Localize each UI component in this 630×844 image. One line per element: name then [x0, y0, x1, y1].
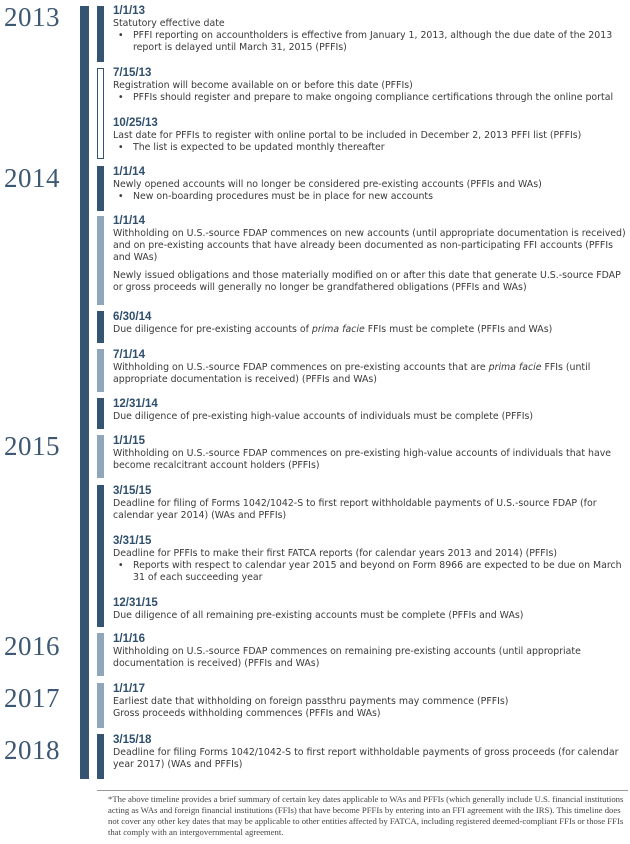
entry-text: Due diligence of pre-existing high-value accounts of individuals must be complete (PFFIs)	[113, 411, 534, 422]
timeline-entry	[113, 215, 628, 294]
entry-date: 12/31/14	[113, 398, 158, 410]
entry-date: 1/1/15	[113, 435, 145, 447]
entry-date: 1/1/17	[113, 683, 145, 695]
entry-text: Deadline for filing of Forms 1042/1042-S to first report withholdable payments of U.S.-source FDAP (for calendar year 2014) (WAs and PFFIs)	[113, 498, 597, 522]
entry-bullet: • PFFIs should register and prepare to make ongoing compliance certifications through the online portal	[118, 92, 628, 104]
timeline-entry	[113, 485, 628, 522]
timeline-entry	[113, 67, 628, 104]
entry-marker	[97, 435, 104, 478]
entry-marker	[97, 216, 104, 305]
entry-date: 6/30/14	[113, 311, 152, 323]
entry-date: 1/1/14	[113, 166, 145, 178]
timeline-entry	[113, 166, 628, 203]
timeline-entry	[113, 633, 628, 670]
entry-text: Newly opened accounts will no longer be considered pre-existing accounts (PFFIs and WAs)	[113, 179, 542, 190]
year-label-2013: 2013	[4, 2, 60, 32]
entry-marker	[97, 485, 104, 627]
timeline-entry	[113, 398, 628, 423]
timeline-entry	[113, 311, 628, 336]
entry-text: Registration will become available on or before this date (PFFIs)	[113, 80, 413, 91]
timeline-entry	[113, 535, 628, 585]
entry-text: Withholding on U.S.-source FDAP commences on pre-existing accounts that are prima facie FFIs (until appropriate documentation is received) (PFFIs and WAs)	[113, 362, 591, 386]
entry-marker	[97, 6, 104, 62]
entry-marker	[97, 311, 104, 343]
emphasis-text: prima facie	[311, 324, 365, 335]
entry-marker	[97, 349, 104, 392]
entry-date: 3/31/15	[113, 535, 152, 547]
year-label-2016: 2016	[4, 631, 60, 661]
footnote: *The above timeline provides a brief summary of certain key dates applicable to WAs and PFFIs (which generally include U.S. financial institutions acting as WAs and foreign financial institutions (FFIs) that have become PFFIs by entering into an FFI agreement with the IRS). This timeline does not cover any other key dates that may be applicable to other entities affected by FATCA, including registered deemed-compliant FFIs or those FFIs that comply with an intergovernmental agreement.	[108, 794, 624, 837]
entry-date: 1/1/16	[113, 633, 145, 645]
entry-text: Due diligence of all remaining pre-existing accounts must be complete (PFFIs and WAs)	[113, 610, 524, 621]
year-label-2015: 2015	[4, 431, 60, 461]
entry-text: Deadline for PFFIs to make their first FATCA reports (for calendar years 2013 and 2014) (PFFIs)	[113, 548, 557, 559]
footnote-divider	[97, 790, 628, 791]
entry-text: Earliest date that withholding on foreign passthru payments may commence (PFFIs)	[113, 696, 509, 707]
entry-date: 3/15/18	[113, 734, 152, 746]
entry-bullet: • New on-boarding procedures must be in place for new accounts	[118, 191, 628, 203]
entry-marker	[97, 68, 104, 159]
entry-bullet: • The list is expected to be updated monthly thereafter	[118, 142, 628, 154]
entry-bullet: • PFFI reporting on accountholders is effective from January 1, 2013, although the due date of the 2013 report is delayed until March 31, 2015 (PFFIs)	[118, 30, 628, 54]
entry-date: 3/15/15	[113, 485, 152, 497]
timeline-entry	[113, 117, 628, 154]
entry-text: Newly issued obligations and those materially modified on or after this date that generate U.S.-source FDAP or gross proceeds will generally no longer be grandfathered obligations (PFFIs and WAs)	[113, 269, 621, 293]
year-label-2018: 2018	[4, 735, 60, 765]
entry-text: Withholding on U.S.-source FDAP commences on pre-existing high-value accounts of individuals that have become recalcitrant account holders (PFFIs)	[113, 448, 612, 472]
timeline-entry	[113, 349, 628, 386]
entry-date: 10/25/13	[113, 117, 158, 129]
entry-marker	[97, 683, 104, 728]
entry-marker	[97, 633, 104, 676]
entry-text: Last date for PFFIs to register with online portal to be included in December 2, 2013 PFFI list (PFFIs)	[113, 130, 582, 141]
entry-text: Gross proceeds withholding commences (PFFIs and WAs)	[113, 708, 381, 720]
emphasis-text: prima facie	[488, 362, 542, 373]
entry-date: 12/31/15	[113, 597, 158, 609]
timeline-entry	[113, 683, 628, 720]
entry-text: Due diligence for pre-existing accounts of prima facie FFIs must be complete (PFFIs and WAs)	[113, 324, 553, 335]
timeline-entry	[113, 734, 628, 771]
timeline-entry	[113, 597, 628, 622]
year-label-2014: 2014	[4, 163, 60, 193]
entry-date: 1/1/13	[113, 5, 145, 17]
timeline-entry	[113, 435, 628, 472]
entry-text: Withholding on U.S.-source FDAP commences on new accounts (until appropriate documentation is received) and on pre-existing accounts that have already been documented as non-participating FFI accounts (PFFIs and WAs)	[113, 228, 626, 264]
entry-marker	[97, 734, 104, 779]
entry-text: Deadline for filing Forms 1042/1042-S to first report withholdable payments of gross proceeds (for calendar year 2017) (WAs and PFFIs)	[113, 747, 619, 771]
entry-marker	[97, 398, 104, 429]
entry-date: 1/1/14	[113, 215, 145, 227]
entry-bullet: • Reports with respect to calendar year 2015 and beyond on Form 8966 are expected to be due on March 31 of each succeeding year	[118, 560, 628, 584]
entry-marker	[97, 166, 104, 211]
timeline-spine	[80, 6, 89, 779]
entry-text: Withholding on U.S.-source FDAP commences on remaining pre-existing accounts (until appropriate documentation is received) (PFFIs and WAs)	[113, 646, 581, 670]
timeline-entry	[113, 5, 628, 55]
entry-date: 7/1/14	[113, 349, 145, 361]
entry-date: 7/15/13	[113, 67, 152, 79]
year-label-2017: 2017	[4, 683, 60, 713]
entry-text: Statutory effective date	[113, 18, 225, 29]
